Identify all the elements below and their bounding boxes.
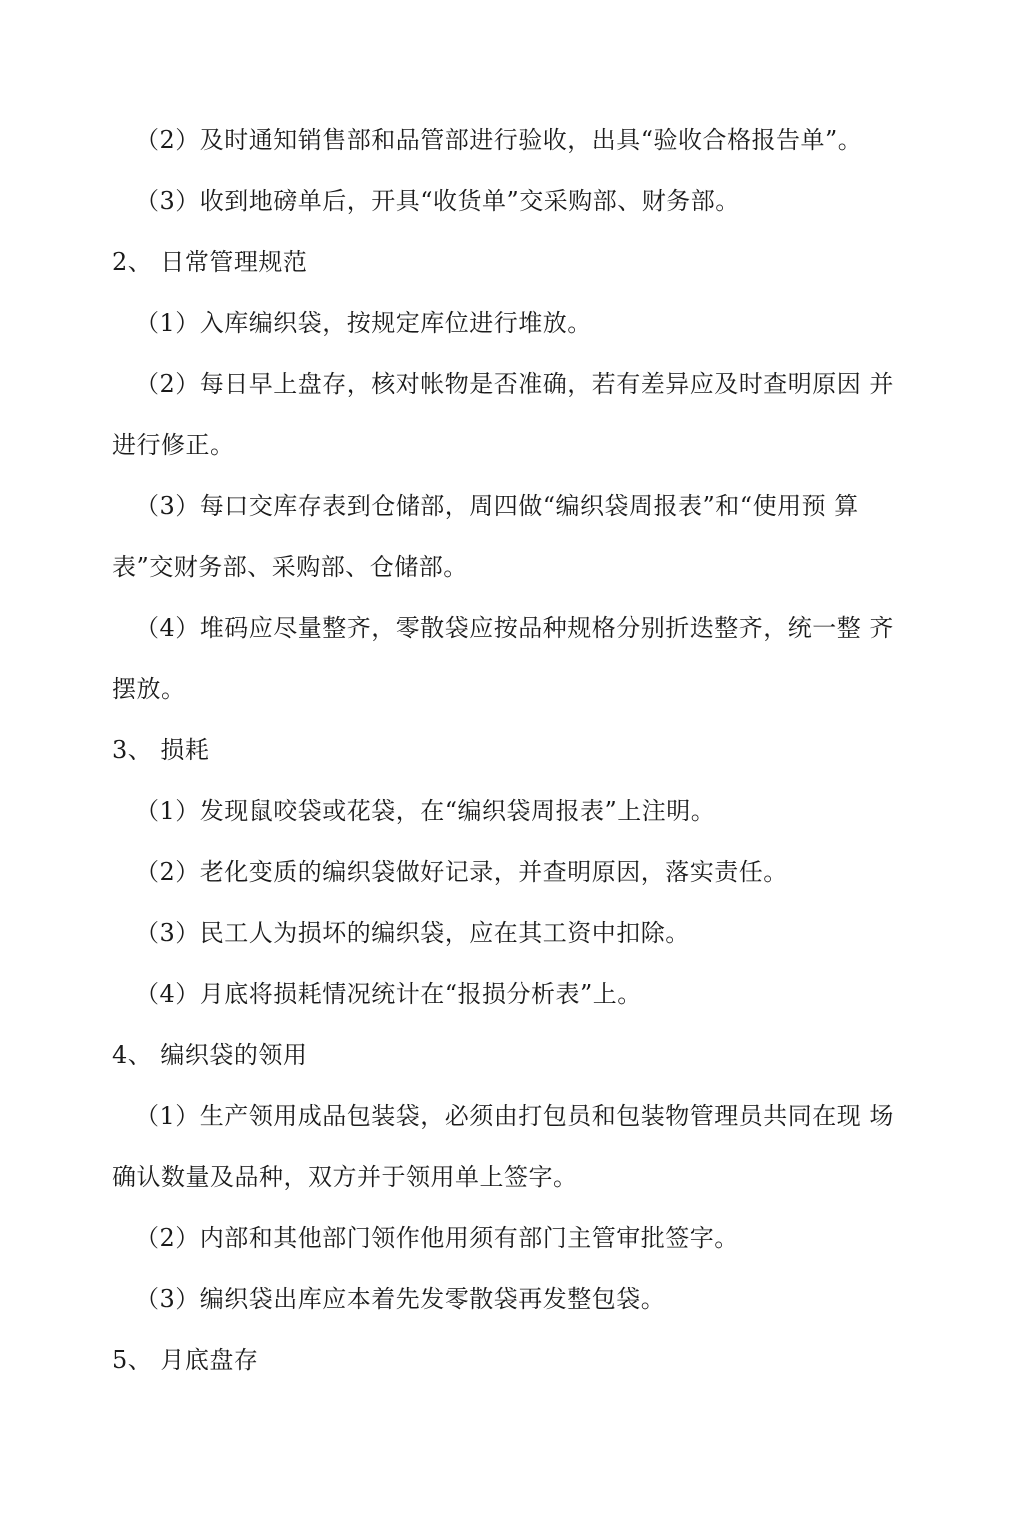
loss-item-2-text: （2）老化变质的编织袋做好记录，并查明原因，落实责任。 bbox=[135, 858, 788, 886]
item-2-text: （2）每日早上盘存，核对帐物是否准确，若有差异应及时查明原因 并 bbox=[135, 370, 894, 398]
item-1-text: （1）入库编织袋，按规定库位进行堆放。 bbox=[135, 309, 592, 337]
use-item-2-text: （2）内部和其他部门领作他用须有部门主管审批签字。 bbox=[135, 1224, 739, 1252]
section-heading-2: 2、 日常管理规范 bbox=[112, 248, 308, 276]
item-2-text-cont: 进行修正。 bbox=[112, 431, 235, 459]
loss-item-4-text: （4）月底将损耗情况统计在“报损分析表”上。 bbox=[135, 980, 642, 1008]
section-heading-4: 4、 编织袋的领用 bbox=[112, 1041, 308, 1069]
use-item-1-text-cont: 确认数量及品种，双方并于领用单上签字。 bbox=[112, 1163, 578, 1191]
use-item-1-text: （1）生产领用成品包装袋，必须由打包员和包装物管理员共同在现 场 bbox=[135, 1102, 894, 1130]
loss-item-1-text: （1）发现鼠咬袋或花袋，在“编织袋周报表”上注明。 bbox=[135, 797, 716, 825]
use-item-3-text: （3）编织袋出库应本着先发零散袋再发整包袋。 bbox=[135, 1285, 666, 1313]
loss-item-3-text: （3）民工人为损坏的编织袋，应在其工资中扣除。 bbox=[135, 919, 690, 947]
item-2-2-text: （2）及时通知销售部和品管部进行验收，出具“验收合格报告单”。 bbox=[135, 126, 863, 154]
item-3-text: （3）每口交库存表到仓储部，周四做“编织袋周报表”和“使用预 算 bbox=[135, 492, 859, 520]
section-heading-3: 3、 损耗 bbox=[112, 736, 210, 764]
item-3-text-cont: 表”交财务部、采购部、仓储部。 bbox=[112, 553, 468, 581]
item-2-3-text: （3）收到地磅单后，开具“收货单”交采购部、财务部。 bbox=[135, 187, 740, 215]
item-4-text-cont: 摆放。 bbox=[112, 675, 186, 703]
item-4-text: （4）堆码应尽量整齐，零散袋应按品种规格分别折迭整齐，统一整 齐 bbox=[135, 614, 894, 642]
section-heading-5: 5、 月底盘存 bbox=[112, 1346, 259, 1374]
